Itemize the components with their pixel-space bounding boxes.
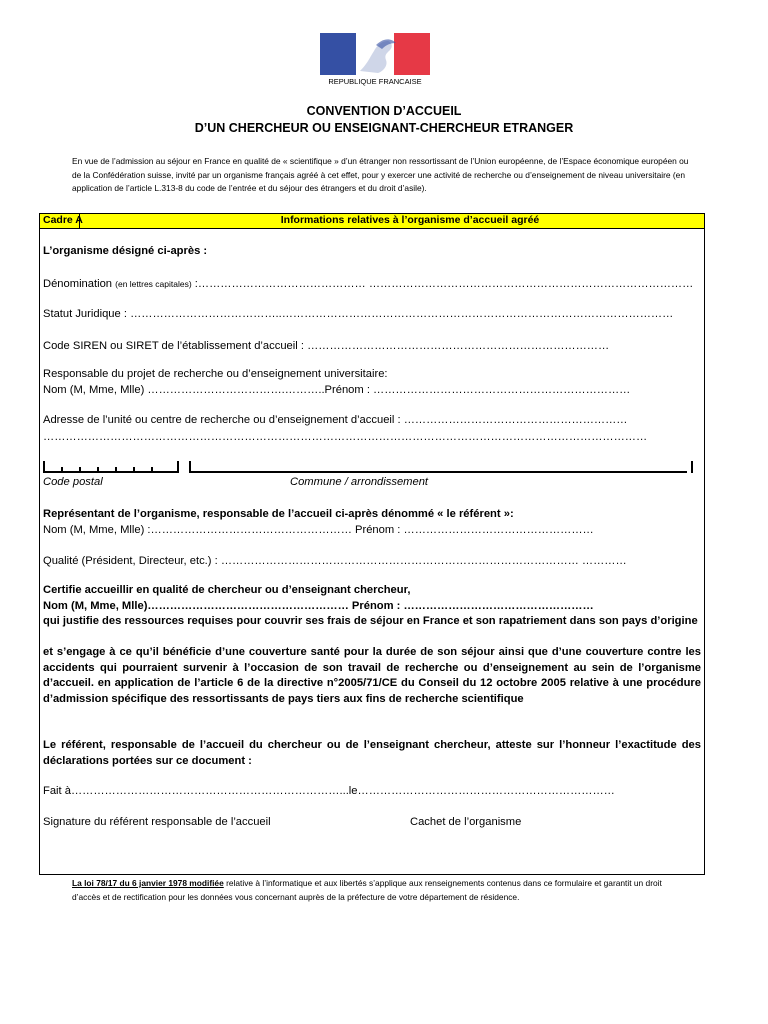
cachet-label: Cachet de l’organisme (410, 816, 522, 828)
denomination-label: Dénomination (43, 278, 116, 290)
representant-nom-field[interactable]: Nom (M, Mme, Mlle) :……………………………………………… Prénom : …………………………………………… (43, 524, 594, 536)
qualite-field[interactable]: Qualité (Président, Directeur, etc.) : …………………………………………………………………………………… ………… (43, 555, 627, 567)
footer-law-reference: La loi 78/17 du 6 janvier 1978 modifiée (72, 878, 224, 888)
adresse-field-line2[interactable]: ……………………………………………………………………………………………………………………………………………… (43, 431, 648, 443)
chercheur-nom-field[interactable]: Nom (M, Mme, Mlle)……………………………………………… Prénom : …………………………………………… (43, 600, 594, 612)
representant-heading: Représentant de l’organisme, responsable de l’accueil ci-après dénommé « le référent »: (43, 508, 514, 520)
code-postal-boxes[interactable] (43, 457, 695, 473)
denomination-field[interactable] (43, 278, 693, 290)
fait-a-field[interactable]: Fait à………………………………………………………………...le…………………………………………………………… (43, 785, 615, 797)
responsable-nom-field[interactable]: Nom (M, Mme, Mlle) ……………………………….………..Prénom : …………………………………………………………… (43, 384, 631, 396)
certifie-heading: Certifie accueillir en qualité de chercheur ou d’enseignant chercheur, (43, 584, 411, 596)
organisme-heading: L’organisme désigné ci-après : (43, 245, 208, 257)
republique-francaise-logo (320, 33, 430, 75)
adresse-field[interactable]: Adresse de l’unité ou centre de recherche ou d’enseignement d’accueil : …………………………………………………… (43, 414, 628, 426)
signature-label: Signature du référent responsable de l’accueil (43, 816, 271, 828)
footer-law-text: relative à l’informatique et aux libertés s’applique aux renseignements contenus dans ce formulaire et garantit un droit d’accès et de rectification pour les données vous concernant auprès de la préfecture de votre département de résidence. (72, 878, 662, 902)
footer-notice (72, 877, 692, 904)
denomination-hint: (en lettres capitales) (115, 279, 192, 289)
code-postal-label: Code postal (43, 476, 103, 488)
couverture-sante-paragraph: et s’engage à ce qu’il bénéficie d’une couverture santé pour la durée de son séjour ainsi que d’une couverture contre les accidents qui pourraient survenir à l’occasion de son travail de recherche ou d’enseignement au sein de l’organisme d’accueil. en application de l’article 6 de la directive n°2005/71/CE du Conseil du 12 octobre 2005 relative à une procédure d’admission spécifique des ressortissants de pays tiers aux fins de recherche scientifique (43, 646, 701, 705)
ressources-paragraph: qui justifie des ressources requises pour couvrir ses frais de séjour en France et son rapatriement dans son pays d’origine (43, 615, 698, 627)
cadre-title: Informations relatives à l’organisme d’accueil agréé (280, 214, 540, 226)
intro-paragraph: En vue de l’admission au séjour en France en qualité de « scientifique » d’un étranger non ressortissant de l’Union européenne, de l’Espace économique européen ou de la Confédération suisse, invité par un organisme français agréé à cet effet, pour y exercer une activité de recherche ou d’enseignement de niveau universitaire (en application de l’article L.313-8 du code de l’entrée et du séjour des étrangers et du droit d’asile). (72, 156, 689, 193)
page-subtitle: D’UN CHERCHEUR OU ENSEIGNANT-CHERCHEUR ETRANGER (194, 121, 574, 135)
attestation-paragraph: Le référent, responsable de l’accueil du chercheur ou de l’enseignant chercheur, atteste sur l’honneur l’exactitude des déclarations portées sur ce document : (43, 739, 701, 767)
denomination-dots: :……………………………………… …………………………………………………………………………… (191, 278, 694, 290)
page-title: CONVENTION D’ACCUEIL (306, 104, 462, 118)
commune-label: Commune / arrondissement (290, 476, 429, 488)
responsable-label: Responsable du projet de recherche ou d’enseignement universitaire: (43, 368, 388, 380)
statut-juridique-field[interactable]: Statut Juridique : …………………………………..…………………………………………………………………………………………… (43, 308, 674, 320)
logo-label: REPUBLIQUE FRANCAISE (328, 77, 422, 86)
siren-field[interactable]: Code SIREN ou SIRET de l’établissement d’accueil : ……………………………………………………………………… (43, 340, 610, 352)
cadre-label: Cadre A (43, 214, 83, 226)
